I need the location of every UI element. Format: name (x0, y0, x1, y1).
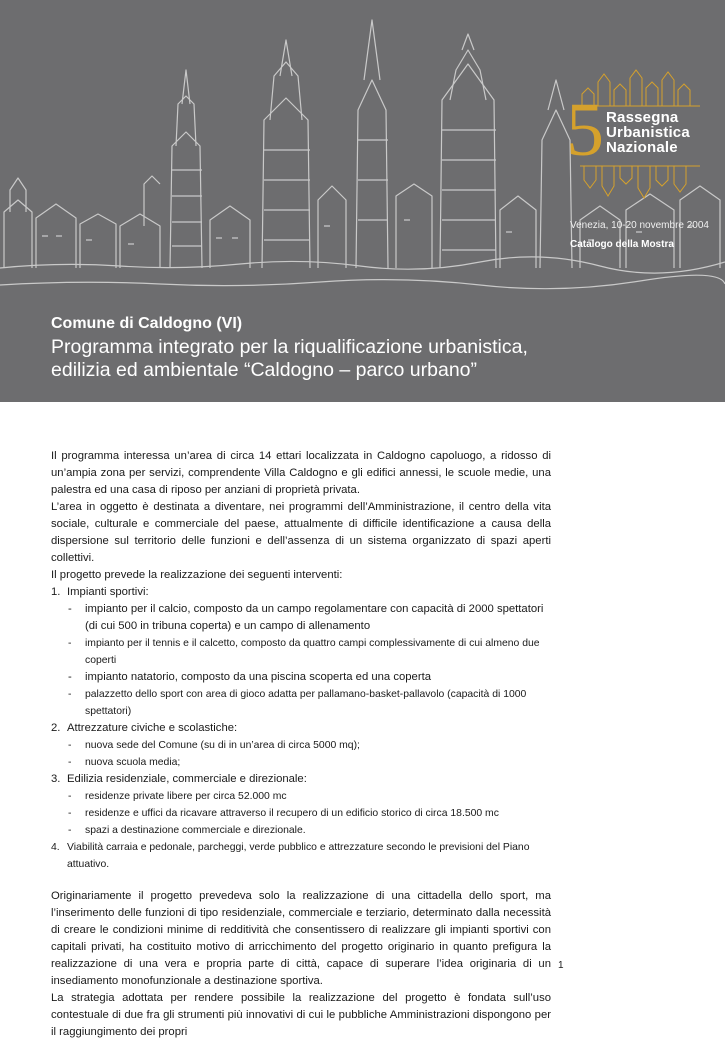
logo-line-nazionale: Nazionale (606, 139, 678, 156)
logo-line-rassegna: Rassegna (606, 109, 679, 126)
list-item: 4. Viabilità carraia e pedonale, parcheggi, verde pubblico e attrezzature secondo le previsioni del Piano attuativo. (51, 839, 551, 873)
paragraph-originally: Originariamente il progetto prevedeva solo la realizzazione di una cittadella dello sport, ma l’inserimento delle funzioni di tipo residenziale, commerciale e terziario, determinato dalla necessità di creare le condizioni minime di redditività che consentissero di realizzare gli impianti sportivi con capitali privati, ha costituito motivo di arricchimento del progetto originario in quanto prefigura la realizzazione di una vera e propria parte di città, capace di superare l’idea originaria di un insediamento monofunzionale a destinazione sportiva. (51, 890, 551, 987)
sub-item: - impianto per il calcio, composto da un campo regolamentare con capacità di 2000 spettatori (di cui 500 in tribuna coperta) e un campo di allenamento (68, 603, 544, 632)
sub-item: - nuova sede del Comune (su di in un’area di circa 5000 mq); (68, 740, 360, 751)
paragraph-strategy: La strategia adottata per rendere possibile la realizzazione del progetto è fondata sull’uso contestuale di due fra gli strumenti più innovativi di cui le pubbliche Amministrazioni dispongono per il raggiungimento dei propri (51, 992, 551, 1038)
paragraph-interventi: Il progetto prevede la realizzazione dei seguenti interventi: (51, 569, 343, 581)
rassegna-logo (566, 68, 716, 203)
list-item: 2. Attrezzature civiche e scolastiche: (51, 720, 551, 737)
intervention-list (51, 584, 551, 873)
title-line-1: Programma integrato per la riqualificazione urbanistica, (51, 336, 528, 358)
list-item: 3. Edilizia residenziale, commerciale e direzionale: (51, 771, 551, 788)
logo-text (606, 110, 690, 155)
paragraph-area: L’area in oggetto è destinata a diventare, nei programmi dell’Amministrazione, il centro della vita sociale, culturale e commerciale del paese, attualmente di difficile identificazione a causa della dispersione sul territorio delle funzioni e dell’assenza di un sistema organizzato di spazi aperti collettivi. (51, 501, 551, 564)
logo-number: 5 (566, 88, 604, 172)
sub-item: - palazzetto dello sport con area di gioco adatta per pallamano-basket-pallavolo (capacità di 1000 spettatori) (68, 689, 527, 717)
header-banner (0, 0, 725, 402)
sub-item: - residenze e uffici da ricavare attraverso il recupero di un edificio storico di circa 18.500 mc (68, 808, 499, 819)
sub-item: - nuova scuola media; (68, 757, 181, 768)
list-item: 1. Impianti sportivi: (51, 584, 551, 601)
logo-skyline-bottom (580, 164, 700, 200)
list-item-label: Impianti sportivi: (67, 586, 149, 598)
title-line-2: edilizia ed ambientale “Caldogno – parco urbano” (51, 359, 478, 381)
sub-item: - impianto natatorio, composto da una piscina scoperta ed una coperta (68, 671, 432, 683)
sub-item: - residenze private libere per circa 52.000 mc (68, 791, 287, 802)
sub-item: - impianto per il tennis e il calcetto, composto da quattro campi complessivamente di cui almeno due coperti (68, 638, 540, 666)
event-date-place: Venezia, 10-20 novembre 2004 (570, 220, 709, 231)
document-title (51, 336, 671, 382)
page-number: 1 (558, 960, 564, 971)
catalog-label: Catalogo della Mostra (570, 239, 674, 250)
comune-heading: Comune di Caldogno (VI) (51, 315, 243, 332)
list-item-label: Edilizia residenziale, commerciale e direzionale: (67, 773, 307, 785)
list-item-label: Attrezzature civiche e scolastiche: (67, 722, 238, 734)
logo-line-urbanistica: Urbanistica (606, 124, 690, 141)
paragraph-intro: Il programma interessa un’area di circa 14 ettari localizzata in Caldogno capoluogo, a ridosso di un’ampia zona per servizi, comprendente Villa Caldogno e gli edifici annessi, le scuole medie, una palestra ed una casa di riposo per anziani di proprietà privata. (51, 450, 551, 496)
sub-item: - spazi a destinazione commerciale e direzionale. (68, 825, 306, 836)
document-header (51, 314, 671, 382)
list-item-label: Viabilità carraia e pedonale, parcheggi, verde pubblico e attrezzature secondo le previsioni del Piano attuativo. (67, 842, 530, 870)
document-body (51, 448, 551, 1041)
